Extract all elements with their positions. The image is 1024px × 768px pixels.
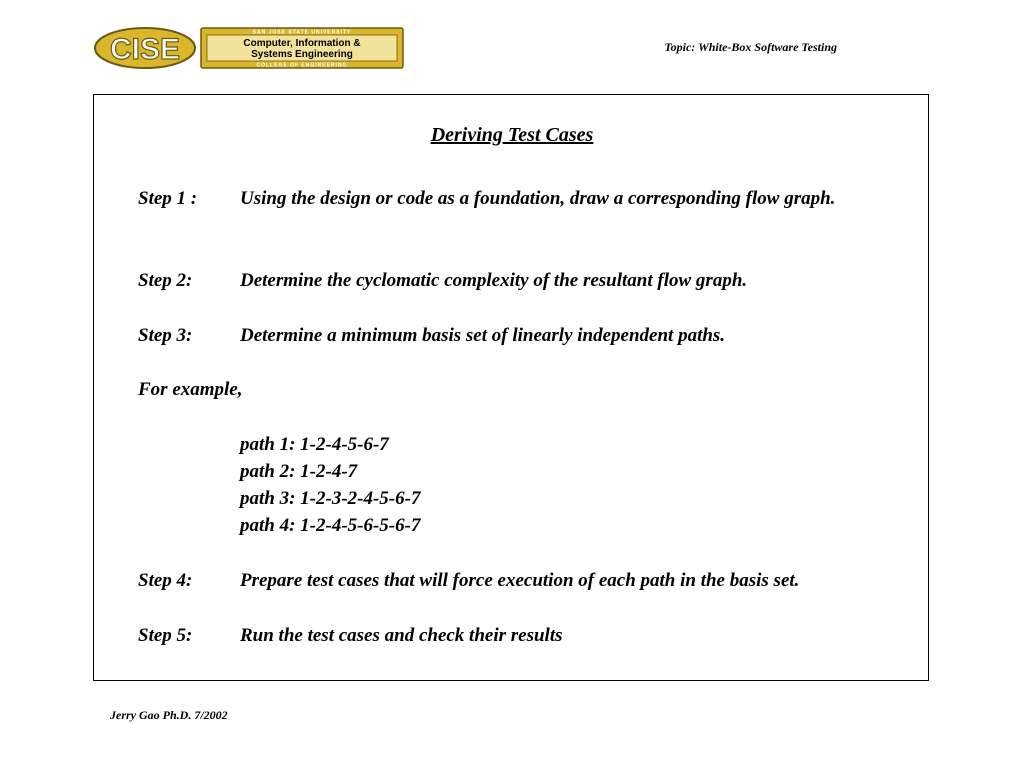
step-1-label: Step 1 : <box>138 188 198 209</box>
step-5-text: Run the test cases and check their results <box>240 625 563 646</box>
logo-line1: Computer, Information & <box>243 38 361 49</box>
step-4-label: Step 4: <box>138 570 193 591</box>
path-item: path 3: 1-2-3-2-4-5-6-7 <box>240 488 421 509</box>
logo-mark: CISE <box>109 33 181 66</box>
step-5-label: Step 5: <box>138 625 193 646</box>
path-item: path 2: 1-2-4-7 <box>240 461 358 482</box>
logo-university: SAN JOSE STATE UNIVERSITY <box>252 29 352 36</box>
example-label: For example, <box>138 379 243 400</box>
step-2-label: Step 2: <box>138 270 193 291</box>
logo-college: COLLEGE OF ENGINEERING <box>256 62 348 69</box>
path-item: path 4: 1-2-4-5-6-5-6-7 <box>240 515 421 536</box>
slide-title: Deriving Test Cases <box>430 124 594 146</box>
logo-line2: Systems Engineering <box>251 49 353 60</box>
footer-author-date: Jerry Gao Ph.D. 7/2002 <box>110 708 228 722</box>
cise-logo <box>93 26 405 70</box>
step-3-label: Step 3: <box>138 325 193 346</box>
step-3-text: Determine a minimum basis set of linearly independent paths. <box>240 325 726 346</box>
cise-logo-graphic <box>93 26 405 70</box>
path-item: path 1: 1-2-4-5-6-7 <box>240 434 389 455</box>
step-2-text: Determine the cyclomatic complexity of the resultant flow graph. <box>240 270 748 291</box>
step-4-text: Prepare test cases that will force execution of each path in the basis set. <box>240 570 800 591</box>
step-1-text: Using the design or code as a foundation, draw a corresponding flow graph. <box>240 188 836 209</box>
slide-topic: Topic: White-Box Software Testing <box>664 40 837 54</box>
